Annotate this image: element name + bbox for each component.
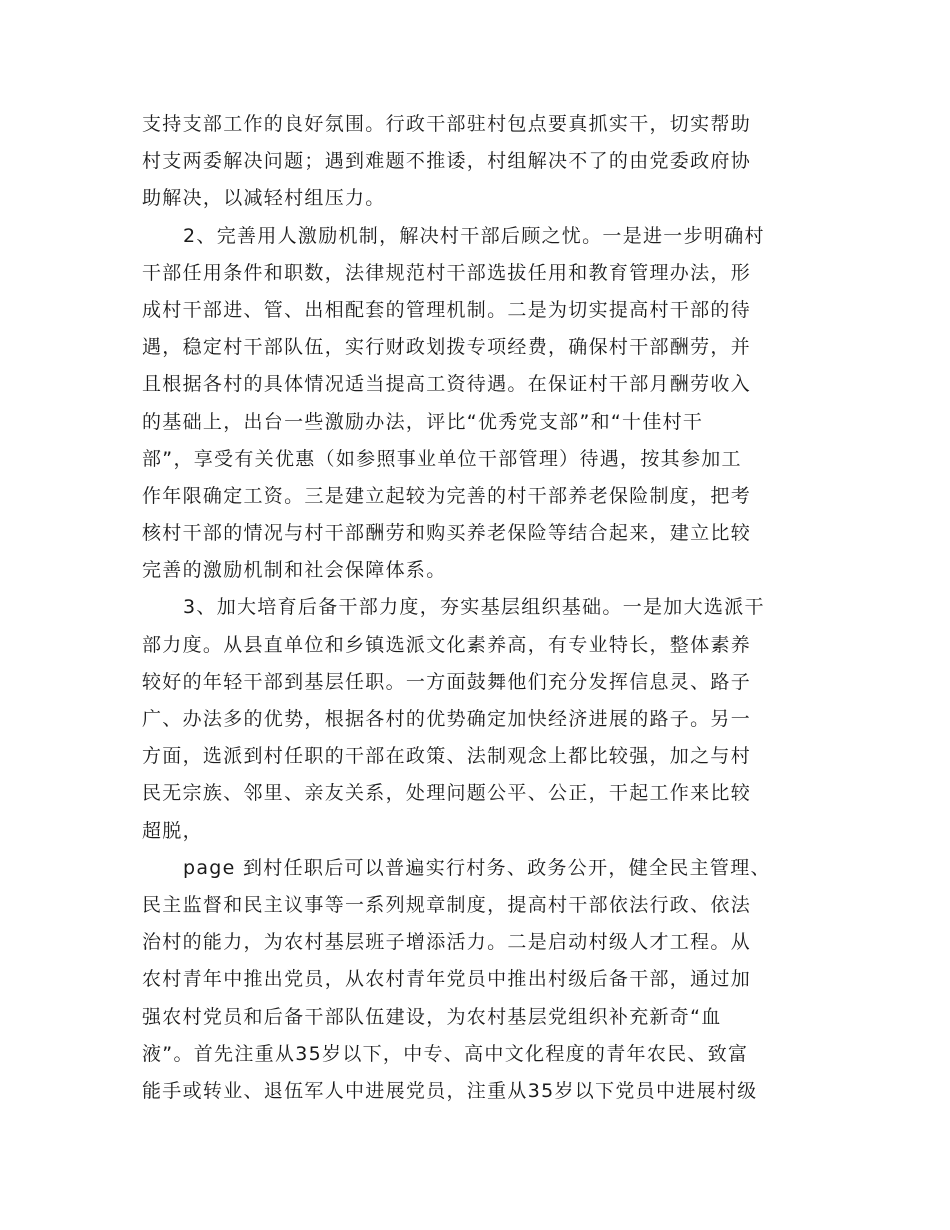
text-line-1: 支持支部工作的良好氛围。行政干部驻村包点要真抓实干，切实帮助 [142,113,752,135]
text-line-15: 部力度。从县直单位和乡镇选派文化素养高，有专业特长，整体素养 [142,633,752,656]
text-line-24: 农村青年中推出党员，从农村青年党员中推出村级后备干部，通过加 [142,968,752,991]
text-line-10: 部”，享受有关优惠（如参照事业单位干部管理）待遇，按其参加工 [142,447,742,470]
paragraph-page-start: page 到村任职后可以普遍实行村务、政务公开，健全民主管理、 [183,856,771,879]
text-line-26: 液”。首先注重从35岁以下，中专、高中文化程度的青年农民、致富 [142,1042,749,1065]
text-line-2: 村支两委解决问题；遇到难题不推诿，村组解决不了的由党委政府协 [142,150,752,173]
text-line-11: 作年限确定工资。三是建立起较为完善的村干部养老保险制度，把考 [142,484,752,507]
paragraph-2-start: 2、完善用人激励机制，解决村干部后顾之忧。一是进一步明确村 [183,224,765,247]
text-line-19: 民无宗族、邻里、亲友关系，处理问题公平、公正，干起工作来比较 [142,782,752,805]
text-line-3: 助解决，以减轻村组压力。 [142,187,386,210]
text-line-16: 较好的年轻干部到基层任职。一方面鼓舞他们充分发挥信息灵、路子 [142,670,752,693]
text-line-5: 干部任用条件和职数，法律规范村干部选拔任用和教育管理办法，形 [142,261,752,284]
text-line-12: 核村干部的情况与村干部酬劳和购买养老保险等结合起来，建立比较 [142,522,752,545]
text-line-7: 遇，稳定村干部队伍，实行财政划拨专项经费，确保村干部酬劳，并 [142,336,752,359]
paragraph-3-start: 3、加大培育后备干部力度，夯实基层组织基础。一是加大选派干 [183,596,765,619]
body-text [142,106,822,1110]
text-line-25: 强农村党员和后备干部队伍建设，为农村基层党组织补充新奇“血 [142,1005,722,1028]
text-line-23: 治村的能力，为农村基层班子增添活力。二是启动村级人才工程。从 [142,931,752,954]
text-line-27: 能手或转业、退伍军人中进展党员，注重从35岁以下党员中进展村级 [142,1079,758,1102]
text-line-13: 完善的激励机制和社会保障体系。 [142,559,447,582]
text-line-9: 的基础上，出台一些激励办法，评比“优秀党支部”和“十佳村干 [142,410,704,433]
text-line-22: 民主监督和民主议事等一系列规章制度，提高村干部依法行政、依法 [142,893,752,916]
text-line-8: 且根据各村的具体情况适当提高工资待遇。在保证村干部月酬劳收入 [142,373,752,396]
text-line-18: 方面，选派到村任职的干部在政策、法制观念上都比较强，加之与村 [142,745,752,768]
text-line-20: 超脱， [142,819,203,842]
text-line-17: 广、办法多的优势，根据各村的优势确定加快经济进展的路子。另一 [142,708,752,730]
text-line-6: 成村干部进、管、出相配套的管理机制。二是为切实提高村干部的待 [142,298,752,321]
